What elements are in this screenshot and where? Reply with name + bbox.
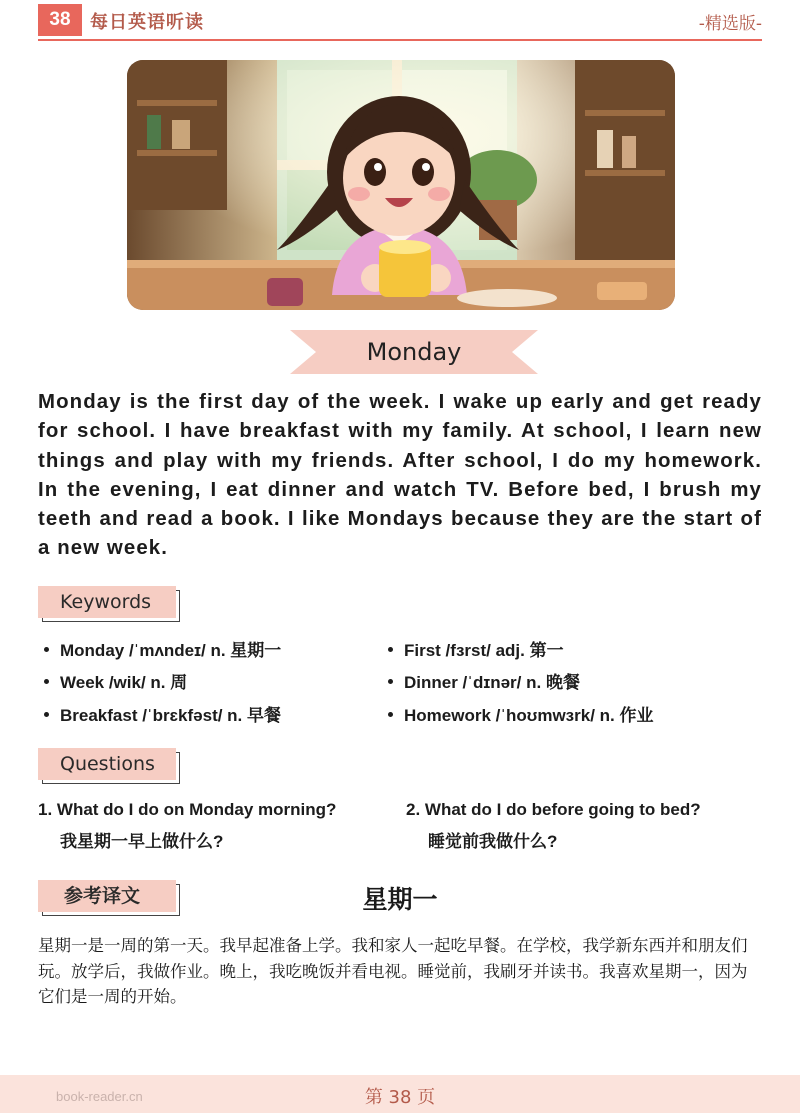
- book-title: 每日英语听读: [90, 12, 204, 33]
- question-en: 1. What do I do on Monday morning?: [38, 800, 337, 819]
- watermark: book-reader.cn: [56, 1089, 143, 1104]
- lesson-number-badge: 38: [38, 4, 82, 36]
- question-zh: 我星期一早上做什么?: [60, 832, 224, 851]
- page-header: [38, 4, 762, 38]
- keyword-item: First /fɜrst/ adj. 第一: [388, 636, 564, 661]
- page-number: 第 38 页: [364, 1087, 436, 1108]
- keyword-item: Week /wik/ n. 周: [44, 668, 187, 693]
- translation-text: 星期一是一周的第一天。我早起准备上学。我和家人一起吃早餐。在学校，我学新东西并和朋友们玩。放学后，我做作业。晚上，我吃晚饭并看电视。睡觉前，我刷牙并读书。我喜欢星期一，因为它们是一周的开始。: [38, 936, 748, 1006]
- question-item: [406, 800, 701, 851]
- header-divider: [38, 39, 762, 41]
- edition-label: -精选版-: [698, 14, 762, 34]
- lesson-illustration: [127, 60, 675, 310]
- translation-label: 参考译文: [64, 885, 141, 907]
- questions-label: Questions: [60, 753, 155, 775]
- reading-passage: Monday is the first day of the week. I wake up early and get ready for school. I have breakfast with my family. At school, I learn new things and play with my friends. After school, I do my homework. In the evening, I eat dinner and watch TV. Before bed, I brush my teeth and read a book. I like Mondays because they are the start of a new week.: [38, 391, 762, 560]
- keyword-item: Monday /ˈmʌndeɪ/ n. 星期一: [44, 636, 281, 661]
- translation-title: 星期一: [362, 885, 438, 914]
- questions-section-tag: [38, 748, 178, 782]
- keywords-label: Keywords: [60, 591, 152, 613]
- keyword-item: Breakfast /ˈbrɛkfəst/ n. 早餐: [44, 701, 281, 726]
- question-item: [38, 800, 337, 851]
- girl-drinking-from-mug-image: [127, 60, 675, 310]
- keyword-item: Dinner /ˈdɪnər/ n. 晚餐: [388, 668, 580, 693]
- translation-section-tag: [38, 880, 178, 914]
- page-footer: [0, 1075, 800, 1113]
- keyword-item: Homework /ˈhoʊmwɜrk/ n. 作业: [388, 701, 653, 726]
- lesson-title: Monday: [366, 338, 462, 366]
- question-zh: 睡觉前我做什么?: [428, 832, 558, 851]
- keywords-section-tag: [38, 586, 178, 620]
- question-en: 2. What do I do before going to bed?: [406, 800, 701, 819]
- lesson-title-ribbon: [290, 330, 538, 374]
